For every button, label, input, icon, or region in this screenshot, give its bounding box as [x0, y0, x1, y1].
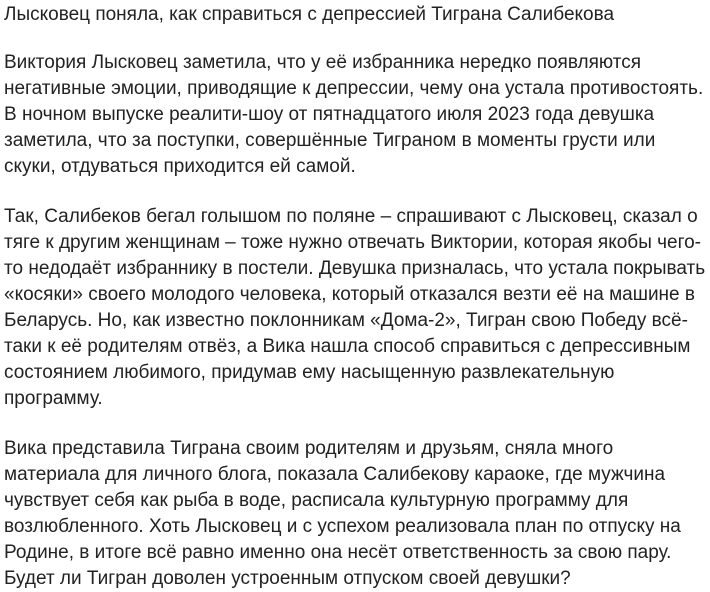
article-title: Лысковец поняла, как справиться с депрессией Тиграна Салибекова: [4, 4, 615, 25]
article-paragraph-1: Виктория Лысковец заметила, что у её избранника нередко появляются негативные эмоции, приводящие к депрессии, чему она устала противостоять. В ночном выпуске реалити-шоу от пятнадцатого июля 2023 года девушка заметила, что за поступки, совершённые Тиграном в моменты грусти или скуки, отдуваться приходится ей самой.: [4, 52, 704, 177]
article-paragraph-3: Вика представила Тиграна своим родителям и друзьям, сняла много материала для личного блога, показала Салибекову караоке, где мужчина чувствует себя как рыба в воде, расписала культурную программу для возлюбленного. Хоть Лысковец и с успехом реализовала план по отпуску на Родине, в итоге всё равно именно она несёт ответственность за свою пару. Будет ли Тигран доволен устроенным отпуском своей девушки?: [4, 438, 681, 589]
article-paragraph-2: Так, Салибеков бегал голышом по поляне – спрашивают с Лысковец, сказал о тяге к другим женщинам – тоже нужно отвечать Виктории, которая якобы чего-то недодаёт избраннику в постели. Девушка призналась, что устала покрывать «косяки» своего молодого человека, который отказался везти её на машине в Беларусь. Но, как известно поклонникам «Дома-2», Тигран свою Победу всё-таки к её родителям отвёз, а Вика нашла способ справиться с депрессивным состоянием любимого, придумав ему насыщенную развлекательную программу.: [4, 206, 706, 409]
